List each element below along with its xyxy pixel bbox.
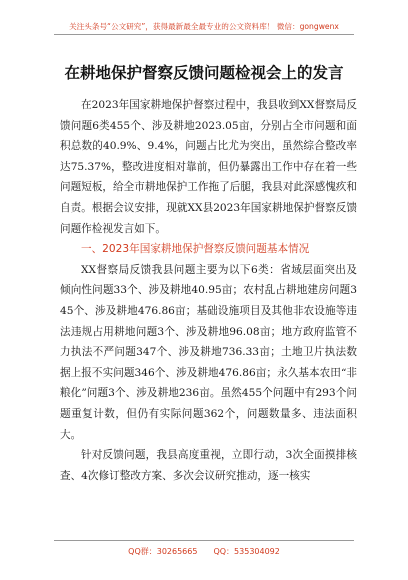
section-paragraph-1: XX督察局反馈我县问题主要为以下6类：省域层面突出及倾向性问题33个、涉及耕地40.95亩；农村乱占耕地建房问题345个、涉及耕地476.86亩；基础设施项目及其他非农设施等违法违规占用耕地问题3个、涉及耕地96.08亩；地方政府监管不力执法不严问题347个、涉及耕地736.33亩；土地卫片执法数据上报不实问题346个、涉及耕地476.86亩；永久基本农田“非粮化”问题3个、涉及耕地236亩。虽然455个问题中有293个问题重复计数，但仍有实际问题362个，问题数量多、违法面积大。 [60,263,357,441]
document-body [60,95,357,486]
intro-paragraph: 在2023年国家耕地保护督察过程中，我县收到XX督察局反馈问题6类455个、涉及耕地2023.05亩，分别占全市问题和面积总数的40.9%、9.4%，问题占比尤为突出，虽然综合整改率达75.37%，整改进度相对靠前，但仍暴露出工作中存在着一些问题短板，给全市耕地保护工作拖了后腿，我县对此深感愧疚和自责。根据会议安排，现就XX县2023年国家耕地保护督察反馈问题作检视发言如下。 [60,99,357,235]
section-paragraph-2: 针对反馈问题，我县高度重视，立即行动，3次全面摸排核查、4次修订整改方案、多次会议研究推动，逐一核实 [60,449,357,482]
header-banner: 关注头条号“公文研究”，获得最新最全最专业的公文资料库！ 微信：gongwenx [69,22,339,31]
document-title: 在耕地保护督察反馈问题检视会上的发言 [64,64,344,82]
section-heading: 一、2023年国家耕地保护督察反馈问题基本情况 [81,243,310,256]
footer-divider [54,540,354,541]
footer-contact: QQ群：30265665 QQ：535304092 [128,547,280,556]
header-divider [54,34,354,35]
